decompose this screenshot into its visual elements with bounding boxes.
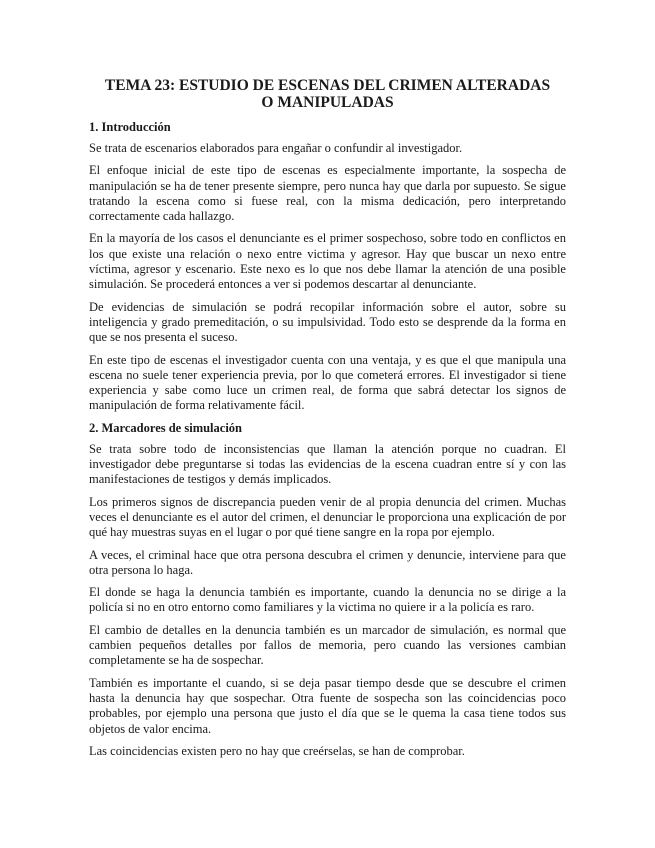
paragraph: El cambio de detalles en la denuncia también es un marcador de simulación, es normal que cambien pequeños detalles por fallos de memoria, pero cuando las versiones cambian completamente se ha de sospechar. — [89, 622, 566, 668]
paragraph: Los primeros signos de discrepancia pueden venir de al propia denuncia del crimen. Muchas veces el denunciante es el autor del crimen, el denunciar le proporciona una explicación de por qué hay muestras suyas en el lugar o por qué tiene sangre en la ropa por ejemplo. — [89, 494, 566, 540]
paragraph: En la mayoría de los casos el denunciante es el primer sospechoso, sobre todo en conflictos en los que existe una relación o nexo entre victima y agresor. Hay que buscar un nexo entre víctima, agresor y escenario. Este nexo es lo que nos debe llamar la atención de una posible simulación. Se procederá entonces a ver si podemos descartar al denunciante. — [89, 231, 566, 292]
paragraph: A veces, el criminal hace que otra persona descubra el crimen y denuncie, interviene para que otra persona lo haga. — [89, 547, 566, 577]
section-introduccion — [89, 120, 566, 414]
section-marcadores — [89, 421, 566, 759]
paragraph: De evidencias de simulación se podrá recopilar información sobre el autor, sobre su inteligencia y grado premeditación, o su impulsividad. Todo esto se desprende da la forma en que se nos presenta el suceso. — [89, 299, 566, 345]
paragraph: En este tipo de escenas el investigador cuenta con una ventaja, y es que el que manipula una escena no suele tener experiencia previa, por lo que cometerá errores. El investigador si tiene experiencia y sabe como luce un crimen real, de forma que sabrá detectar los signos de manipulación de forma relativamente fácil. — [89, 352, 566, 413]
paragraph: Las coincidencias existen pero no hay que creérselas, se han de comprobar. — [89, 743, 465, 758]
paragraph: Se trata de escenarios elaborados para engañar o confundir al investigador. — [89, 141, 463, 155]
paragraph: Se trata sobre todo de inconsistencias que llaman la atención porque no cuadran. El investigador debe preguntarse si todas las evidencias de la escena cuadran entre sí y con las manifestaciones de testigos y demás implicados. — [89, 441, 566, 487]
section-heading: 1. Introducción — [89, 120, 171, 134]
paragraph: También es importante el cuando, si se deja pasar tiempo desde que se descubre el crimen hasta la denuncia hay que sospechar. Otra fuente de sospecha son las coincidencias poco probables, por ejemplo una persona que justo el día que se le quema la casa tiene todos sus objetos de valor encima. — [89, 675, 566, 736]
paragraph: El enfoque inicial de este tipo de escenas es especialmente importante, la sospecha de manipulación se ha de tener presente siempre, pero nunca hay que darla por supuesto. Se sigue tratando la escena como si fuese real, con la misma dedicación, pero interpretando correctamente cada hallazgo. — [89, 163, 566, 224]
document-title — [89, 77, 566, 111]
title-line-2: O MANIPULADAS — [261, 94, 394, 111]
title-line-1: TEMA 23: ESTUDIO DE ESCENAS DEL CRIMEN ALTERADAS — [104, 77, 551, 94]
section-heading: 2. Marcadores de simulación — [89, 420, 243, 435]
paragraph: El donde se haga la denuncia también es importante, cuando la denuncia no se dirige a la policía si no en otro entorno como familiares y la victima no quiere ir a la policía es raro. — [89, 585, 566, 615]
